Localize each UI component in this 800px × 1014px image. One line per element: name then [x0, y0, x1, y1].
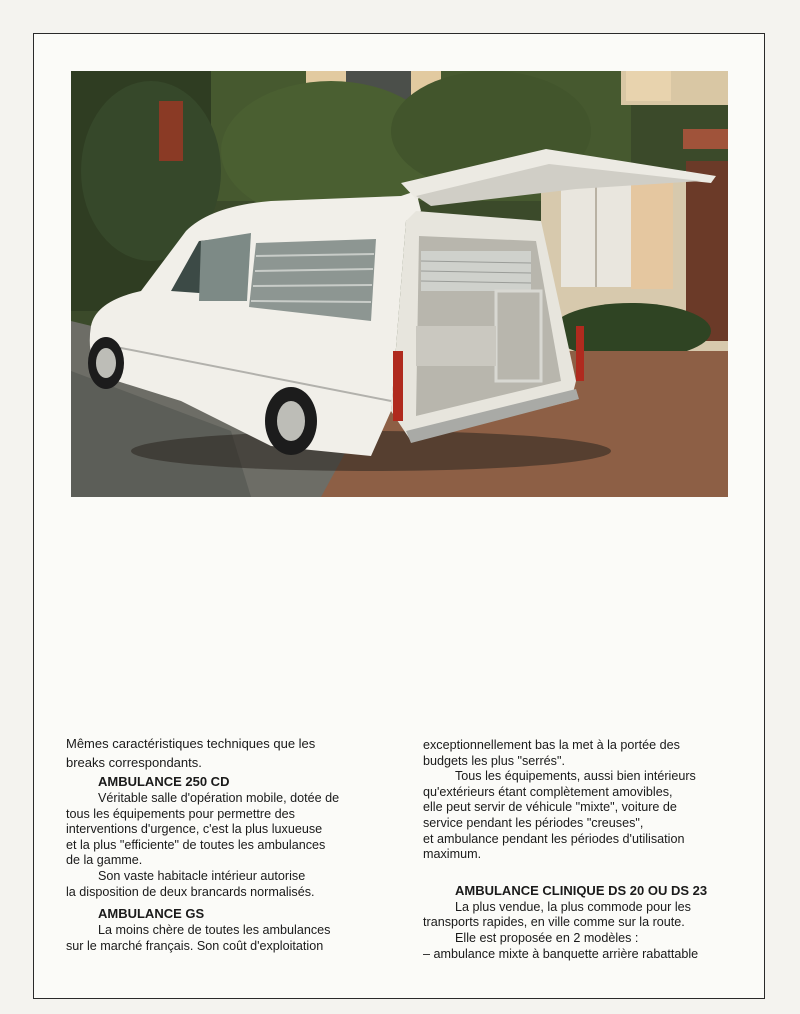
body-line: interventions d'urgence, c'est la plus luxueuse — [66, 822, 323, 837]
body-line: tous les équipements pour permettre des — [66, 806, 295, 821]
body-line: Véritable salle d'opération mobile, dotée de — [98, 791, 340, 805]
body-line: Tous les équipements, aussi bien intérieurs — [455, 769, 696, 784]
heading-ambulance-250cd: AMBULANCE 250 CD — [98, 774, 230, 789]
body-line: et la plus "efficiente" de toutes les ambulances — [66, 837, 326, 852]
right-text-column — [423, 738, 743, 962]
ambulance-photo — [71, 71, 728, 497]
body-line: de la gamme. — [66, 853, 143, 868]
intro-line: breaks correspondants. — [66, 755, 202, 770]
left-text-column — [66, 736, 366, 954]
body-line: la disposition de deux brancards normalisés. — [66, 884, 315, 899]
heading-ambulance-clinique: AMBULANCE CLINIQUE DS 20 OU DS 23 — [455, 882, 708, 898]
body-line: La plus vendue, la plus commode pour les — [455, 899, 691, 914]
intro-line: Mêmes caractéristiques techniques que les — [66, 736, 316, 751]
body-line: Son vaste habitacle intérieur autorise — [98, 868, 306, 883]
body-line: budgets les plus "serrés". — [423, 753, 565, 768]
body-line: exceptionnellement bas la met à la portée des — [423, 738, 680, 752]
body-line: et ambulance pendant les périodes d'utilisation — [423, 831, 685, 846]
body-line: Elle est proposée en 2 modèles : — [455, 930, 639, 945]
heading-ambulance-gs: AMBULANCE GS — [98, 906, 205, 922]
body-line: – ambulance mixte à banquette arrière rabattable — [423, 946, 699, 961]
body-line: service pendant les périodes "creuses", — [423, 815, 644, 830]
body-line: maximum. — [423, 847, 482, 862]
body-line: sur le marché français. Son coût d'exploitation — [66, 938, 324, 953]
body-line: elle peut servir de véhicule "mixte", voiture de — [423, 800, 677, 815]
body-line: qu'extérieurs étant complètement amovibles, — [423, 784, 673, 799]
body-line: La moins chère de toutes les ambulances — [98, 923, 331, 938]
body-line: transports rapides, en ville comme sur la route. — [423, 915, 685, 930]
